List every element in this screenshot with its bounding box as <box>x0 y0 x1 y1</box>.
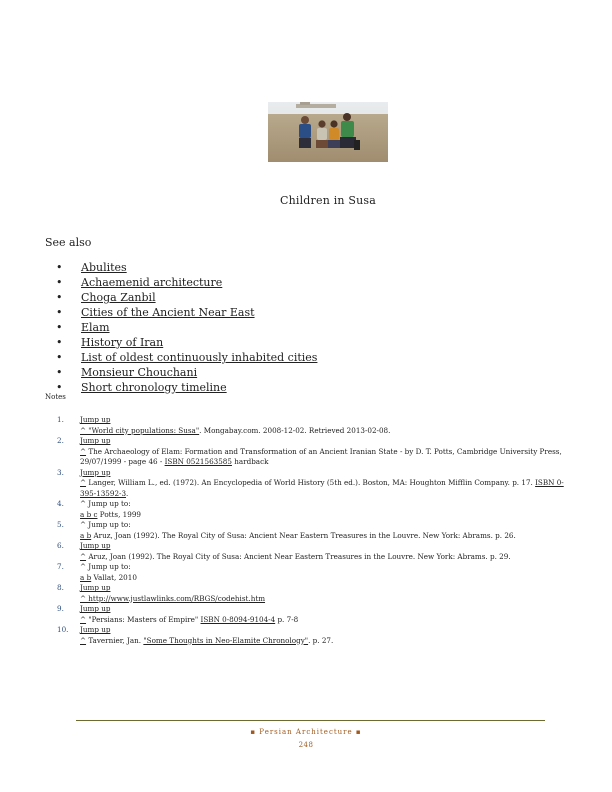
photo-illustration <box>268 102 388 162</box>
jump-up-link[interactable]: Jump up <box>80 415 111 424</box>
note-tail: . p. 27. <box>308 635 334 645</box>
jump-up-link[interactable]: ^ Jump up to: <box>80 520 131 529</box>
jump-up-link[interactable]: ^ Jump up to: <box>80 499 131 508</box>
ref-link[interactable]: a b <box>80 530 92 540</box>
note-text: Potts, 1999 <box>97 509 141 519</box>
note-text: Aruz, Joan (1992). The Royal City of Susa: Ancient Near Eastern Treasures in the Louvre. New York: Abrams. p. 26. <box>91 530 516 540</box>
ref-link[interactable]: ^ <box>80 446 87 456</box>
footer-title: Persian Architecture <box>259 728 353 736</box>
note-number: 10. <box>57 625 69 634</box>
isbn-link[interactable]: ISBN 0-8094-9104-4 <box>200 614 276 624</box>
bullet: • <box>56 321 63 334</box>
note-item <box>45 562 573 583</box>
ref-link[interactable]: ^ <box>80 478 87 487</box>
note-text: . Mongabay.com. 2008-12-02. Retrieved 2013-02-08. <box>199 425 391 435</box>
list-item <box>56 305 317 320</box>
note-item <box>45 415 573 436</box>
see-also-link-monsieur-chouchani[interactable]: Monsieur Chouchani <box>81 366 198 379</box>
ref-link[interactable]: ^ <box>80 635 87 645</box>
bullet: • <box>56 306 63 319</box>
see-also-list <box>56 260 317 395</box>
note-number: 8. <box>57 583 64 592</box>
note-item <box>45 520 573 541</box>
note-item <box>45 499 573 520</box>
note-number: 2. <box>57 436 64 445</box>
notes-list <box>45 415 573 646</box>
see-also-link-elam[interactable]: Elam <box>81 321 110 334</box>
page-number: 248 <box>298 741 314 749</box>
ref-link[interactable]: ^ http://www.justlawlinks.com/RBGS/codehist.htm <box>80 593 266 603</box>
note-item <box>45 625 573 646</box>
jump-up-link[interactable]: Jump up <box>80 604 111 613</box>
ref-link[interactable]: ^ <box>80 614 87 624</box>
bullet: • <box>56 381 63 394</box>
note-text: The Archaeology of Elam: Formation and Transformation of an Ancient Iranian State - by D. T. Potts, Cambridge University Press, 29/07/1999 - page 46 - <box>80 446 562 466</box>
note-number: 7. <box>57 562 64 571</box>
jump-up-link[interactable]: ^ Jump up to: <box>80 562 131 571</box>
bullet: • <box>56 366 63 379</box>
list-item <box>56 365 317 380</box>
note-number: 4. <box>57 499 64 508</box>
footer-divider <box>76 720 545 721</box>
jump-up-link[interactable]: Jump up <box>80 625 111 634</box>
see-also-link-history-of-iran[interactable]: History of Iran <box>81 336 164 349</box>
list-item <box>56 335 317 350</box>
bullet: • <box>56 291 63 304</box>
note-number: 6. <box>57 541 64 550</box>
note-tail: hardback <box>231 457 269 466</box>
note-number: 9. <box>57 604 64 613</box>
notes-heading: Notes <box>45 393 66 401</box>
note-number: 5. <box>57 520 64 529</box>
list-item <box>56 350 317 365</box>
note-text: "Persians: Masters of Empire" <box>86 614 201 624</box>
note-text: Vallat, 2010 <box>91 572 137 582</box>
ref-link[interactable]: a b <box>80 572 92 582</box>
note-tail: . <box>126 488 129 498</box>
article-link[interactable]: "Some Thoughts in Neo-Elamite Chronology" <box>143 635 309 645</box>
jump-up-link[interactable]: Jump up <box>80 436 111 445</box>
note-item <box>45 604 573 625</box>
note-number: 3. <box>57 467 64 477</box>
note-item <box>45 583 573 604</box>
bullet: • <box>56 276 63 289</box>
list-item <box>56 260 317 275</box>
footer-bullet-left: ▪ <box>250 728 260 736</box>
see-also-link-choga-zanbil[interactable]: Choga Zanbil <box>81 291 156 304</box>
list-item <box>56 380 317 395</box>
ref-link[interactable]: ^ <box>80 551 87 561</box>
see-also-link-achaemenid-architecture[interactable]: Achaemenid architecture <box>81 276 223 289</box>
note-tail: p. 7-8 <box>275 614 299 624</box>
see-also-link-oldest-cities[interactable]: List of oldest continuously inhabited cities <box>81 351 318 364</box>
footer-bullet-right: ▪ <box>352 728 362 736</box>
bullet: • <box>56 261 63 274</box>
isbn-link[interactable]: ISBN 0521563585 <box>164 457 232 466</box>
list-item <box>56 275 317 290</box>
isbn-link[interactable]: ISBN 0-395-13592-3 <box>80 478 564 498</box>
bullet: • <box>56 336 63 349</box>
list-item <box>56 290 317 305</box>
ref-link[interactable]: ^ "World city populations: Susa" <box>80 425 200 435</box>
note-number: 1. <box>57 415 64 424</box>
see-also-link-short-chronology[interactable]: Short chronology timeline <box>81 381 227 394</box>
note-text: Aruz, Joan (1992). The Royal City of Susa: Ancient Near Eastern Treasures in the Louvre. New York: Abrams. p. 29. <box>86 551 511 561</box>
jump-up-link[interactable]: Jump up <box>80 467 111 477</box>
note-text: Tavernier, Jan. <box>86 635 144 645</box>
note-item <box>45 541 573 562</box>
bullet: • <box>56 351 63 364</box>
photo-caption: Children in Susa <box>279 194 377 207</box>
see-also-link-abulites[interactable]: Abulites <box>81 261 127 274</box>
jump-up-link[interactable]: Jump up <box>80 583 111 592</box>
note-item <box>45 436 573 468</box>
see-also-heading: See also <box>45 236 92 249</box>
jump-up-link[interactable]: Jump up <box>80 541 111 550</box>
ref-link[interactable]: a b c <box>80 509 98 519</box>
children-in-susa-photo <box>268 102 388 162</box>
page-footer <box>0 728 612 749</box>
note-item <box>45 468 573 500</box>
note-text: Langer, William L., ed. (1972). An Encyclopedia of World History (5th ed.). Boston, MA: Houghton Mifflin Company. p. 17. <box>86 478 536 487</box>
see-also-link-cities-ancient-near-east[interactable]: Cities of the Ancient Near East <box>81 306 255 319</box>
list-item <box>56 320 317 335</box>
